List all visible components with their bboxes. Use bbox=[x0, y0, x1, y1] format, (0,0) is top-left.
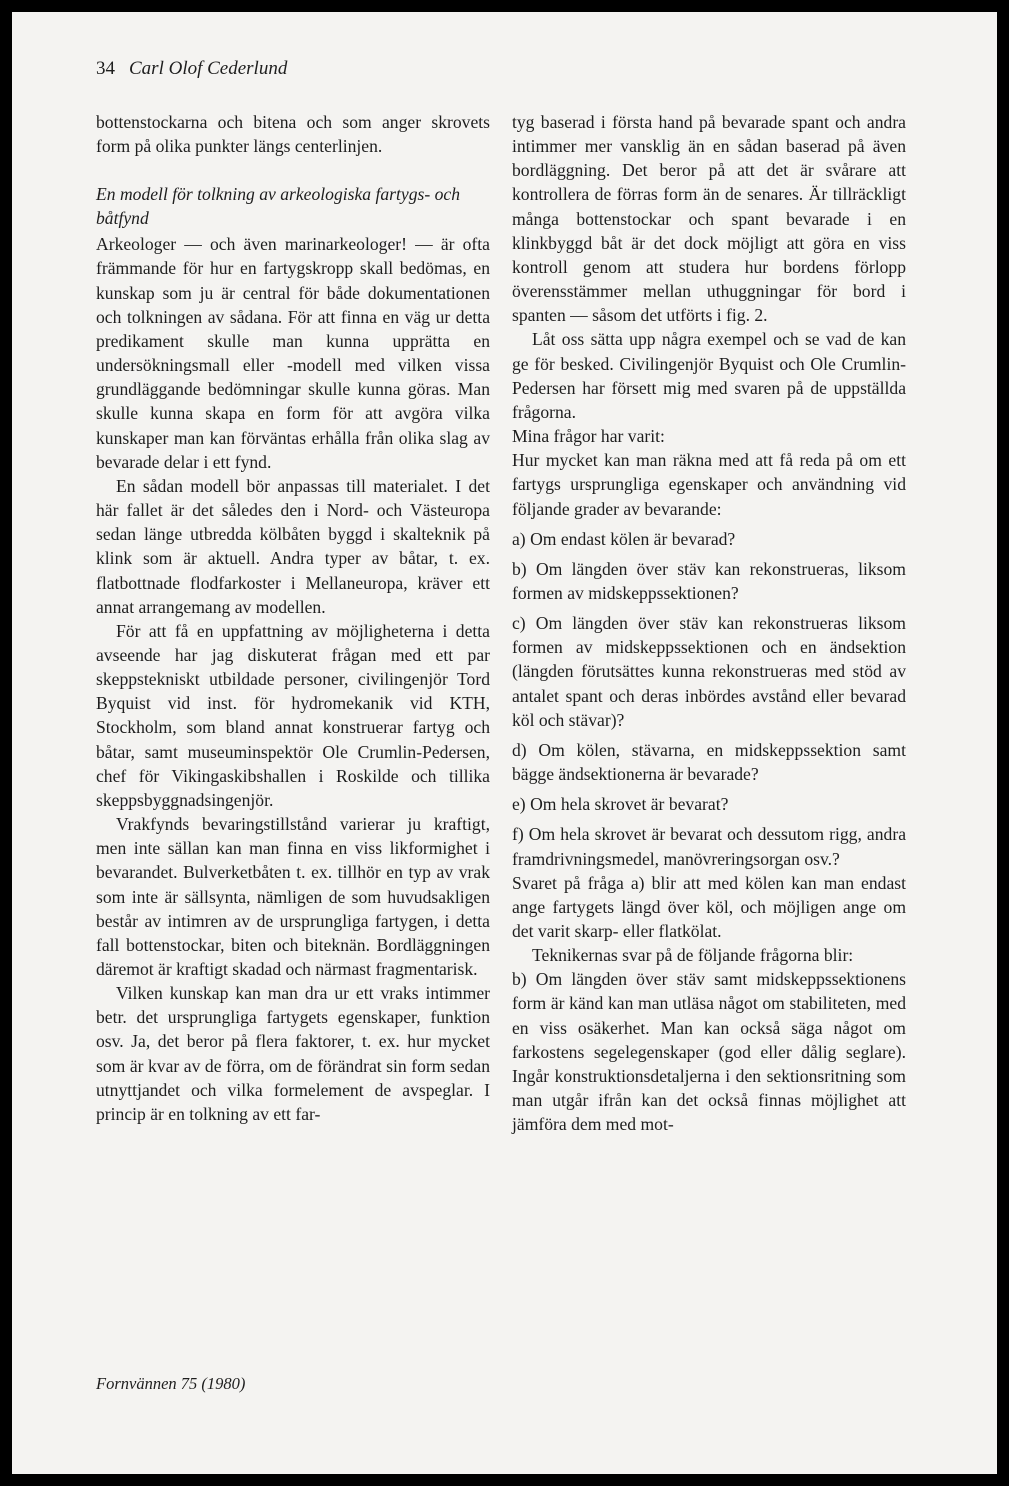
running-header-author: Carl Olof Cederlund bbox=[129, 58, 288, 79]
paragraph: Vilken kunskap kan man dra ur ett vraks intimmer betr. det ursprungliga fartygets egenskaper, funktion osv. Ja, det beror på flera faktorer, t. ex. hur mycket som är kvar av de förra, om de förändrat sin form sedan utnyttjandet och vilka formelement de avspeglar. I princip är en tolkning av ett far- bbox=[96, 983, 490, 1124]
paragraph: b) Om längden över stäv samt midskeppssektionens form är känd kan man utläsa något om stabiliteten, med en viss osäkerhet. Man kan också säga något om farkostens segelegenskaper (god eller dålig seglare). Ingår konstruktionsdetaljerna i den sektionsritning som man utgår ifrån kan det också finnas möjlighet att jämföra dem med mot- bbox=[512, 969, 906, 1135]
paragraph: Låt oss sätta upp några exempel och se vad de kan ge för besked. Civilingenjör Byquist och Ole Crumlin-Pedersen har försett mig med svaren på de uppställda frågorna. bbox=[512, 329, 906, 422]
question-e: e) Om hela skrovet är bevarat? bbox=[512, 794, 729, 815]
running-header bbox=[96, 58, 287, 80]
journal-citation: Fornvännen 75 (1980) bbox=[96, 1374, 246, 1393]
journal-page bbox=[12, 12, 997, 1474]
question-d: d) Om kölen, stävarna, en midskeppssektion samt bägge ändsektionerna är bevarade? bbox=[512, 739, 906, 785]
left-text-column bbox=[96, 110, 490, 1126]
paragraph: bottenstockarna och bitena och som anger skrovets form på olika punkter längs centerlinjen. bbox=[96, 112, 490, 157]
paragraph: För att få en uppfattning av möjligheterna i detta avseende har jag diskuterat frågan med ett par skeppstekniskt utbildade personer, civilingenjör Tord Byquist vid inst. för hydromekanik vid KTH, Stockholm, som bland annat konstruerar fartyg och båtar, samt museuminspektör Ole Crumlin-Pedersen, chef för Vikingaskibshallen i Roskilde och tillika skeppsbyggnadsingenjör. bbox=[96, 620, 490, 810]
question-b: b) Om längden över stäv kan rekonstrueras, liksom formen av midskeppssektionen? bbox=[512, 558, 906, 603]
paragraph: En sådan modell bör anpassas till materialet. I det här fallet är det således den i Nord- och Västeuropa sedan länge utbredda kölbåten byggd i skalteknik på klink som är aktuell. Andra typer av båtar, t. ex. flatbottnade flodfarkoster i Mellaneuropa, kräver ett annat arrangemang av modellen. bbox=[96, 475, 490, 617]
question-f: f) Om hela skrovet är bevarat och dessutom rigg, andra framdrivningsmedel, manövreringsorgan osv.? bbox=[512, 824, 906, 869]
question-c: c) Om längden över stäv kan rekonstrueras liksom formen av midskeppssektionen och en ändsektion (längden förutsättes kunna rekonstrueras med stöd av antalet spant och deras inbördes avstånd eller bevarad köl och stävar)? bbox=[512, 613, 906, 730]
right-text-column bbox=[512, 110, 906, 1136]
paragraph: Mina frågor har varit: bbox=[512, 426, 665, 447]
question-a: a) Om endast kölen är bevarad? bbox=[512, 528, 736, 549]
paragraph: Arkeologer — och även marinarkeologer! — är ofta främmande för hur en fartygskropp skall bedömas, en kunskap som ju är central för både dokumentationen och tolkningen av sådana. För att finna en väg ur detta predikament skulle man kunna upprätta en undersökningsmall eller -modell med vilken vissa grundläggande bedömningar skulle kunna göras. Man skulle kunna skapa en form för att avgöra vilka kunskaper man kan förväntas erhålla från olika slag av bevarade delar i ett fynd. bbox=[96, 234, 490, 472]
paragraph: Svaret på fråga a) blir att med kölen kan man endast ange fartygets längd över köl, och möjligen ange om det varit skarp- eller flatkölat. bbox=[512, 872, 906, 941]
paragraph: Teknikernas svar på de följande frågorna blir: bbox=[532, 945, 854, 966]
paragraph: Hur mycket kan man räkna med att få reda på om ett fartygs ursprungliga egenskaper och användning vid följande grader av bevarande: bbox=[512, 450, 906, 519]
paragraph: tyg baserad i första hand på bevarade spant och andra intimmer mer vansklig än en sådan baserad på även bordläggning. Det beror på att det är svårare att kontrollera de förras form än de senares. Är tillräckligt många bottenstockar och spant bevarade i en klinkbyggd båt är det dock möjligt att göra en viss kontroll genom att studera hur bordens förlopp överensstämmer mellan uthuggningar för bord i spanten — såsom det utförts i fig. 2. bbox=[512, 112, 906, 326]
page-number: 34 bbox=[96, 58, 115, 79]
section-heading: En modell för tolkning av arkeologiska fartygs- och båtfynd bbox=[96, 184, 461, 229]
paragraph: Vrakfynds bevaringstillstånd varierar ju kraftigt, men inte sällan kan man finna en viss likformighet i bevarandet. Bulverketbåten t. ex. tillhör en typ av vrak som inte är sällsynta, nämligen de som huvudsakligen består av intimren av de ursprungliga fartygen, i detta fall bottenstockar, biten och biteknän. Bordläggningen däremot är kraftigt skadad och närmast fragmentarisk. bbox=[96, 814, 490, 979]
